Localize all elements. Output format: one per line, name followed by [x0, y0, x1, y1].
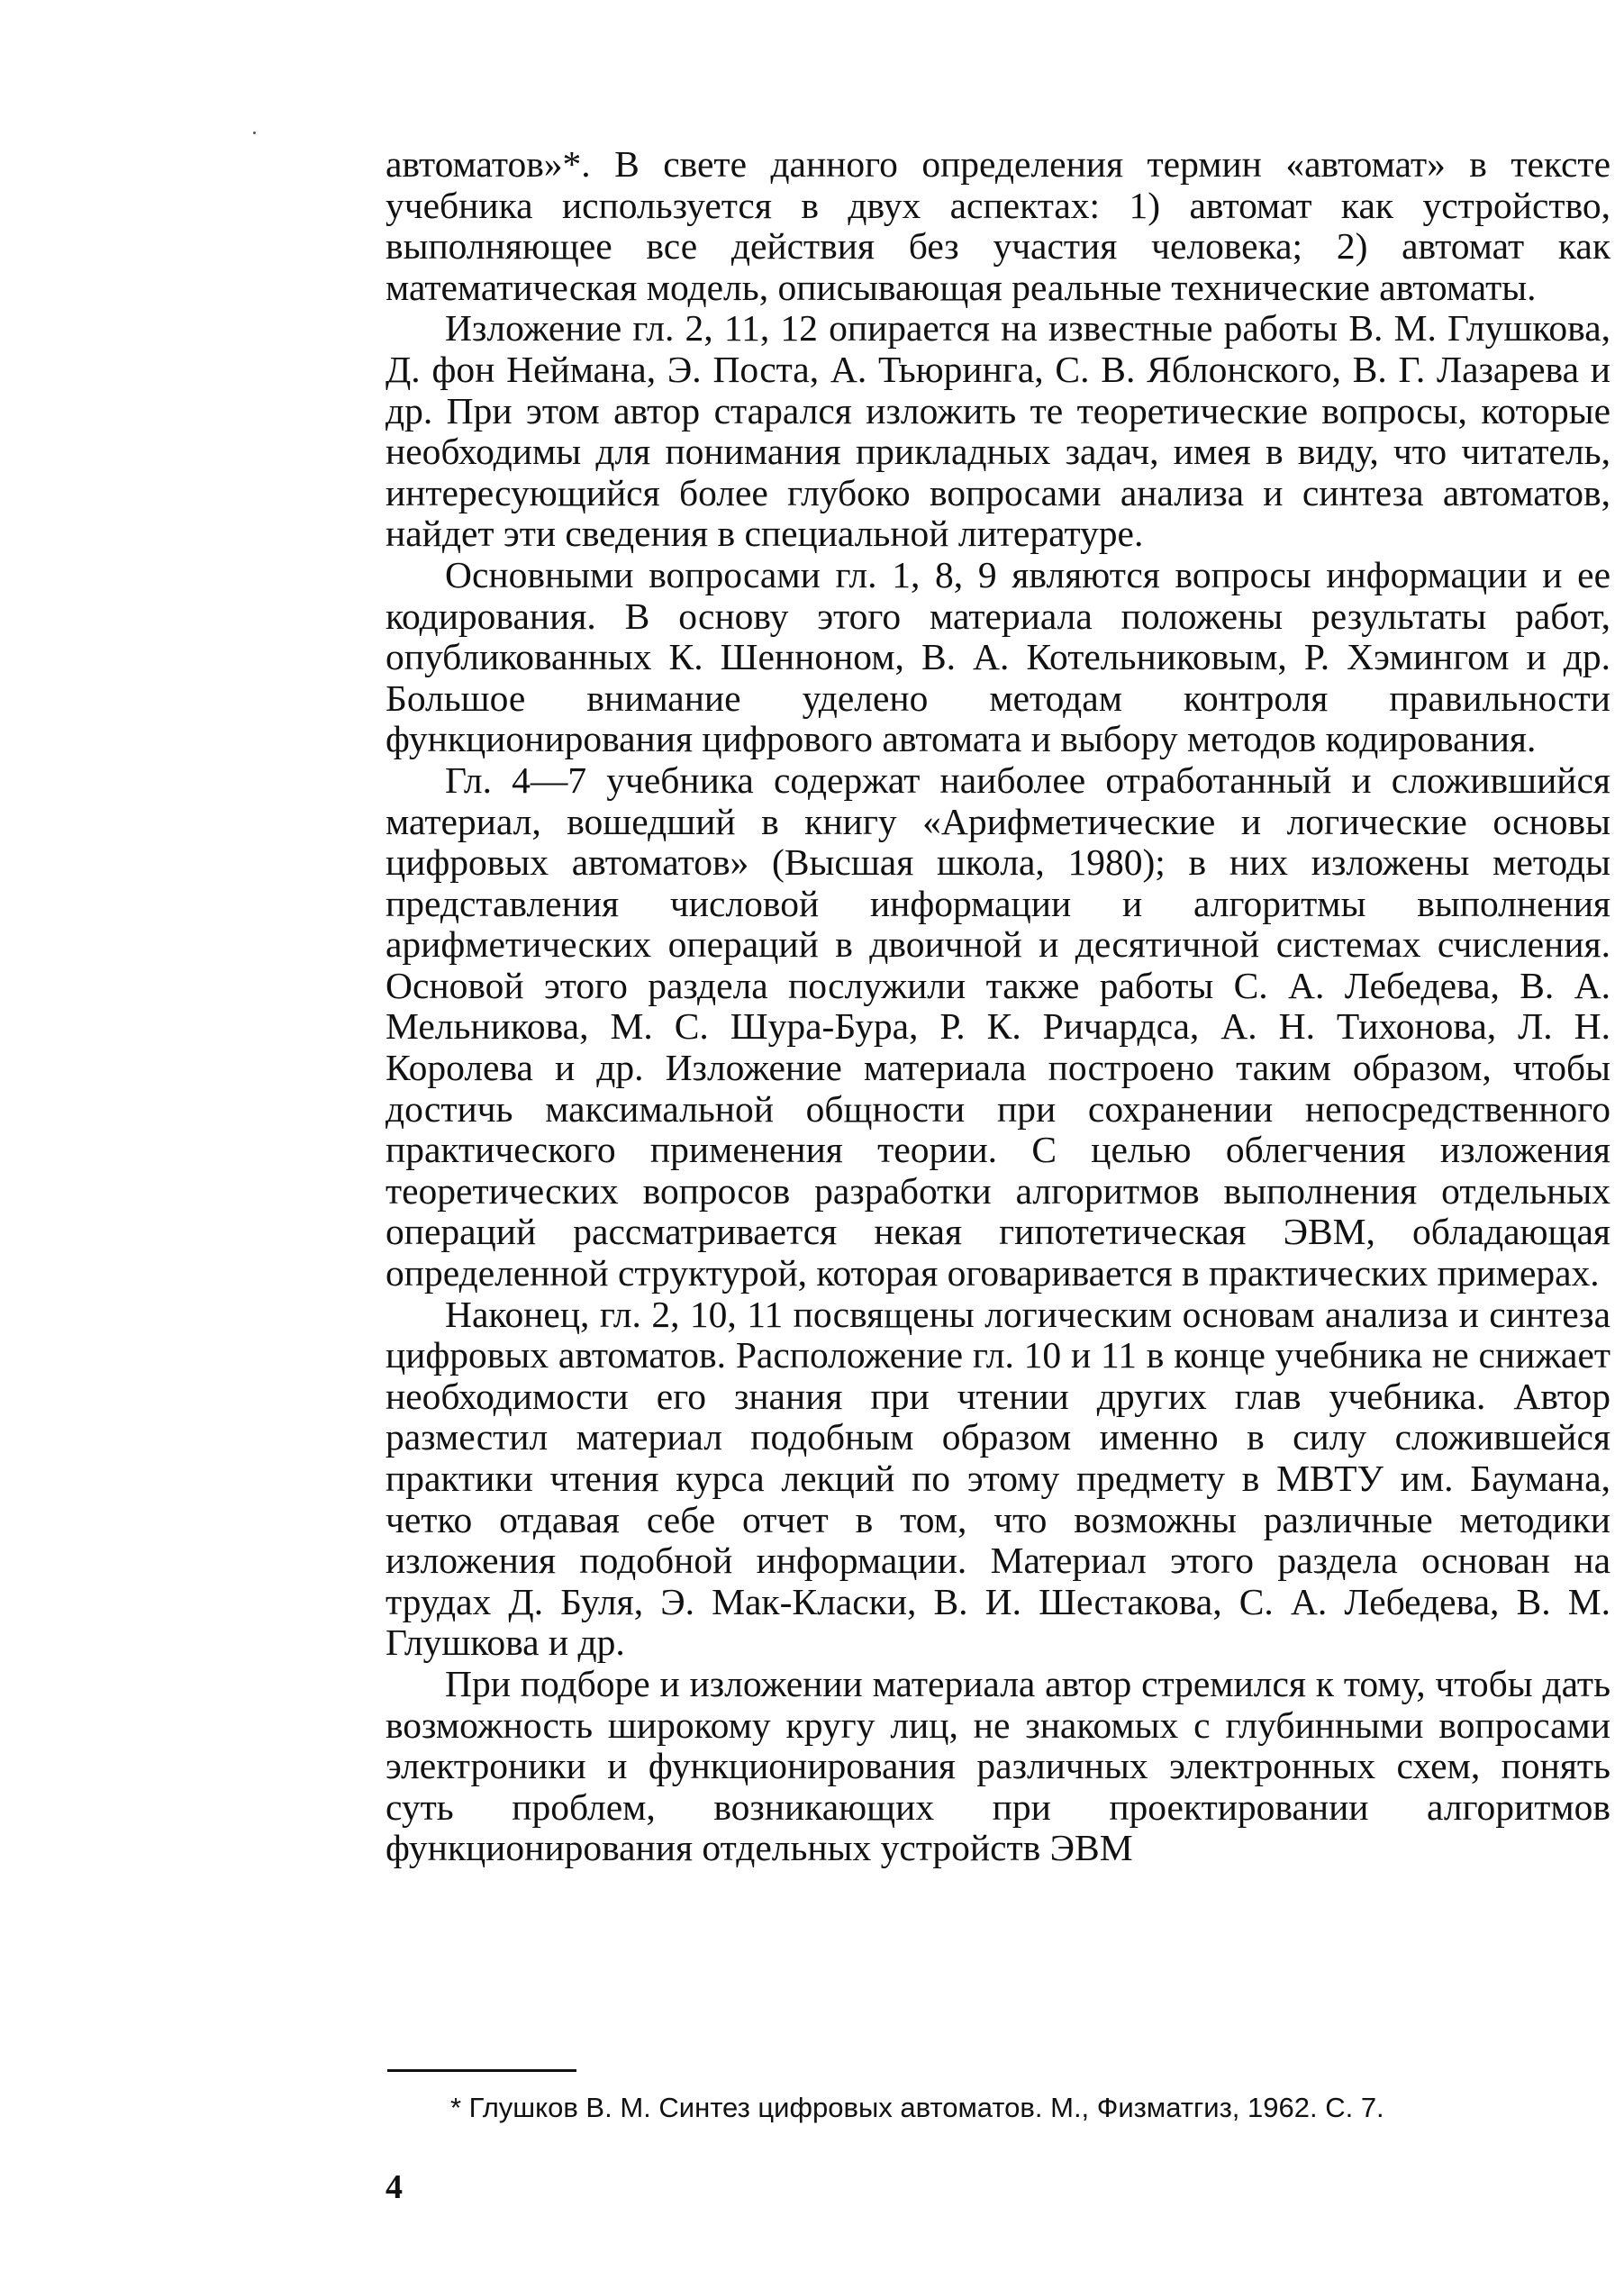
paragraph-1: автоматов»*. В свете данного определения термин «автомат» в тексте учебника используется в двух аспектах: 1) автомат как устройство, выполняющее все действия без участия человека; 2) автомат как математическая модель, описывающая реальные технические автоматы. [386, 143, 1610, 308]
body-text [386, 144, 1610, 1869]
footnote: * Глушков В. М. Синтез цифровых автоматов. М., Физматгиз, 1962. С. 7. [450, 2092, 1384, 2123]
paragraph-3: Основными вопросами гл. 1, 8, 9 являются вопросы информации и ее кодирования. В основу этого материала положены результаты работ, опубликованных К. Шенноном, В. А. Котельниковым, Р. Хэмингом и др. Большое внимание уделено методам контроля правильности функционирования цифрового автомата и выбору методов кодирования. [386, 553, 1610, 760]
scan-speck [253, 132, 256, 134]
paragraph-6: При подборе и изложении материала автор стремился к тому, чтобы дать возможность широкому кругу лиц, не знакомых с глубинными вопросами электроники и функционирования различных электронных схем, понять суть проблем, возникающих при проектировании алгоритмов функционирования отдельных устройств ЭВМ [386, 1662, 1610, 1869]
page-number: 4 [386, 2168, 403, 2206]
footnote-divider [387, 2069, 576, 2072]
paragraph-2: Изложение гл. 2, 11, 12 опирается на известные работы В. М. Глушкова, Д. фон Неймана, Э. Поста, А. Тьюринга, С. В. Яблонского, В. Г. Лазарева и др. При этом автор старался изложить те теоретические вопросы, которые необходимы для понимания прикладных задач, имея в виду, что читатель, интересующийся более глубоко вопросами анализа и синтеза автоматов, найдет эти сведения в специальной литературе. [386, 307, 1610, 555]
paragraph-4: Гл. 4—7 учебника содержат наиболее отработанный и сложившийся материал, вошедший в книгу «Арифметические и логические основы цифровых автоматов» (Высшая школа, 1980); в них изложены методы представления числовой информации и алгоритмы выполнения арифметических операций в двоичной и десятичной системах счисления. Основой этого раздела послужили также работы С. А. Лебедева, В. А. Мельникова, М. С. Шура-Бура, Р. К. Ричардса, А. Н. Тихонова, Л. Н. Королева и др. Изложение материала построено таким образом, чтобы достичь максимальной общности при сохранении непосредственного практического применения теории. С целью облегчения изложения теоретических вопросов разработки алгоритмов выполнения отдельных операций рассматривается некая гипотетическая ЭВМ, обладающая определенной структурой, которая оговаривается в практических примерах. [386, 759, 1610, 1294]
paragraph-5: Наконец, гл. 2, 10, 11 посвящены логическим основам анализа и синтеза цифровых автоматов. Расположение гл. 10 и 11 в конце учебника не снижает необходимости его знания при чтении других глав учебника. Автор разместил материал подобным образом именно в силу сложившейся практики чтения курса лекций по этому предмету в МВТУ им. Баумана, четко отдавая себе отчет в том, что возможны различные методики изложения подобной информации. Материал этого раздела основан на трудах Д. Буля, Э. Мак-Класки, В. И. Шестакова, С. А. Лебедева, В. М. Глушкова и др. [386, 1293, 1610, 1664]
